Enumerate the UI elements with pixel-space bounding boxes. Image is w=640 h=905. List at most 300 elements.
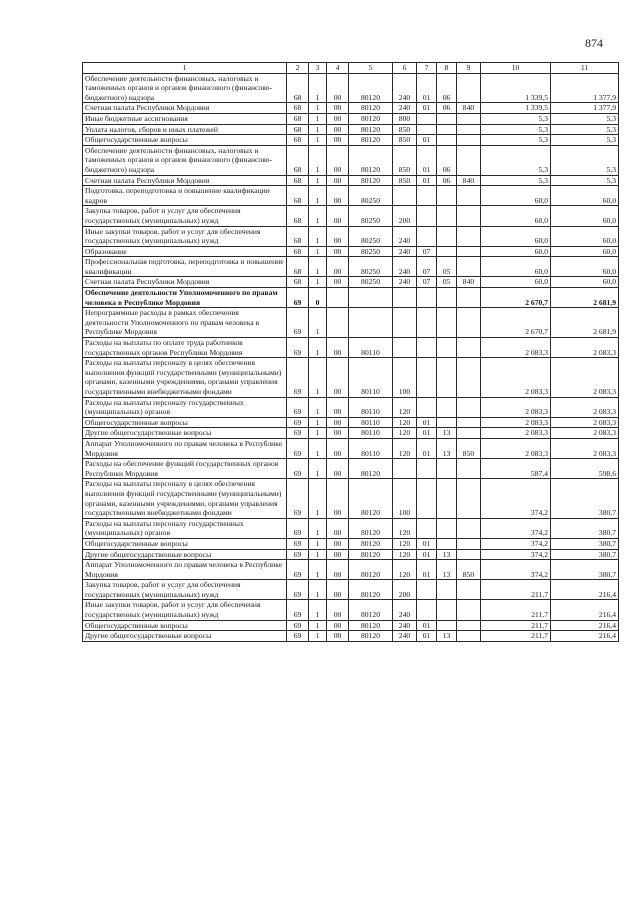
code-cell-6: 120	[393, 538, 417, 549]
table-row	[83, 338, 619, 358]
table-row	[83, 518, 619, 538]
code-cell-9	[457, 124, 481, 135]
code-cell-7	[417, 288, 437, 308]
amount-cell-10: 2 083,3	[481, 397, 551, 417]
code-cell-8: 13	[437, 560, 457, 580]
code-cell-3: 1	[309, 246, 327, 257]
code-cell-8	[437, 538, 457, 549]
code-cell-8	[437, 135, 457, 146]
code-cell-2: 69	[287, 308, 309, 338]
code-cell-3: 1	[309, 277, 327, 288]
code-cell-8: 13	[437, 428, 457, 439]
code-cell-9: 840	[457, 175, 481, 186]
code-cell-7: 01	[417, 175, 437, 186]
code-cell-7	[417, 459, 437, 479]
code-cell-5: 80110	[349, 417, 393, 428]
row-name-cell: Общегосударственные вопросы	[83, 538, 287, 549]
table-row	[83, 438, 619, 458]
row-name-cell: Общегосударственные вопросы	[83, 417, 287, 428]
table-row	[83, 479, 619, 518]
amount-cell-10: 211,7	[481, 600, 551, 620]
amount-cell-10: 374,2	[481, 518, 551, 538]
amount-cell-10: 374,2	[481, 549, 551, 560]
code-cell-5: 80120	[349, 113, 393, 124]
code-cell-5: 80250	[349, 206, 393, 226]
code-cell-4: 00	[327, 338, 349, 358]
code-cell-8	[437, 308, 457, 338]
table-row	[83, 397, 619, 417]
code-cell-9	[457, 397, 481, 417]
amount-cell-10: 60,0	[481, 277, 551, 288]
code-cell-7	[417, 600, 437, 620]
amount-cell-10: 60,0	[481, 246, 551, 257]
table-row	[83, 308, 619, 338]
code-cell-4: 00	[327, 417, 349, 428]
amount-cell-11: 380,7	[551, 479, 619, 518]
table-row	[83, 124, 619, 135]
code-cell-6: 100	[393, 479, 417, 518]
code-cell-6: 240	[393, 277, 417, 288]
row-name-cell: Образование	[83, 246, 287, 257]
code-cell-6: 240	[393, 73, 417, 103]
code-cell-9: 840	[457, 103, 481, 114]
row-name-cell: Подготовка, переподготовка и повышение квалификации кадров	[83, 186, 287, 206]
code-cell-5: 80250	[349, 186, 393, 206]
table-row	[83, 538, 619, 549]
code-cell-5: 80250	[349, 277, 393, 288]
row-name-cell: Иные закупки товаров, работ и услуг для обеспечения государственных (муниципальных) нужд	[83, 600, 287, 620]
row-name-cell: Другие общегосударственные вопросы	[83, 631, 287, 642]
code-cell-9: 850	[457, 560, 481, 580]
column-header: 9	[457, 63, 481, 74]
amount-cell-10: 5,3	[481, 175, 551, 186]
row-name-cell: Обеспечение деятельности Уполномоченного по правам человека в Республике Мордовия	[83, 288, 287, 308]
code-cell-9	[457, 73, 481, 103]
code-cell-3: 1	[309, 620, 327, 631]
amount-cell-10: 60,0	[481, 257, 551, 277]
amount-cell-11: 60,0	[551, 277, 619, 288]
code-cell-5: 80120	[349, 631, 393, 642]
code-cell-3: 1	[309, 560, 327, 580]
code-cell-2: 69	[287, 549, 309, 560]
code-cell-8	[437, 620, 457, 631]
code-cell-7: 01	[417, 631, 437, 642]
code-cell-7	[417, 518, 437, 538]
code-cell-5: 80120	[349, 620, 393, 631]
code-cell-8: 06	[437, 145, 457, 175]
code-cell-2: 69	[287, 620, 309, 631]
code-cell-8	[437, 113, 457, 124]
amount-cell-10: 211,7	[481, 631, 551, 642]
code-cell-6: 240	[393, 631, 417, 642]
code-cell-7: 01	[417, 560, 437, 580]
code-cell-2: 69	[287, 438, 309, 458]
amount-cell-10: 5,3	[481, 113, 551, 124]
code-cell-9	[457, 226, 481, 246]
amount-cell-10: 211,7	[481, 620, 551, 631]
code-cell-3: 1	[309, 580, 327, 600]
row-name-cell: Иные бюджетные ассигнования	[83, 113, 287, 124]
amount-cell-11: 2 083,3	[551, 338, 619, 358]
code-cell-9	[457, 417, 481, 428]
code-cell-5: 80120	[349, 560, 393, 580]
code-cell-2: 69	[287, 288, 309, 308]
table-row	[83, 135, 619, 146]
code-cell-3: 1	[309, 124, 327, 135]
amount-cell-10: 60,0	[481, 226, 551, 246]
code-cell-4: 00	[327, 428, 349, 439]
table-row	[83, 600, 619, 620]
amount-cell-10: 374,2	[481, 479, 551, 518]
amount-cell-11: 2 083,3	[551, 417, 619, 428]
amount-cell-10: 2 083,3	[481, 338, 551, 358]
row-name-cell: Другие общегосударственные вопросы	[83, 428, 287, 439]
code-cell-4: 00	[327, 459, 349, 479]
code-cell-3: 1	[309, 206, 327, 226]
code-cell-4: 00	[327, 358, 349, 397]
table-row	[83, 631, 619, 642]
amount-cell-11: 216,4	[551, 580, 619, 600]
code-cell-6: 120	[393, 417, 417, 428]
table-row	[83, 103, 619, 114]
code-cell-6: 120	[393, 428, 417, 439]
code-cell-8	[437, 206, 457, 226]
code-cell-7	[417, 226, 437, 246]
row-name-cell: Аппарат Уполномоченного по правам человека в Республике Мордовия	[83, 438, 287, 458]
code-cell-9	[457, 246, 481, 257]
code-cell-9	[457, 145, 481, 175]
code-cell-7: 01	[417, 438, 437, 458]
code-cell-7	[417, 124, 437, 135]
code-cell-7	[417, 308, 437, 338]
code-cell-7: 01	[417, 145, 437, 175]
code-cell-8	[437, 518, 457, 538]
code-cell-8: 06	[437, 73, 457, 103]
code-cell-3: 1	[309, 428, 327, 439]
code-cell-2: 68	[287, 186, 309, 206]
row-name-cell: Расходы на выплаты по оплате труда работников государственных органов Республики Мордовия	[83, 338, 287, 358]
code-cell-7: 01	[417, 428, 437, 439]
code-cell-4: 00	[327, 438, 349, 458]
row-name-cell: Счетная палата Республики Мордовия	[83, 277, 287, 288]
code-cell-2: 69	[287, 338, 309, 358]
amount-cell-10: 2 083,3	[481, 358, 551, 397]
code-cell-6: 800	[393, 113, 417, 124]
code-cell-3: 1	[309, 103, 327, 114]
code-cell-7	[417, 186, 437, 206]
row-name-cell: Счетная палата Республики Мордовия	[83, 175, 287, 186]
code-cell-9	[457, 600, 481, 620]
code-cell-4	[327, 288, 349, 308]
amount-cell-11: 60,0	[551, 257, 619, 277]
code-cell-2: 69	[287, 358, 309, 397]
code-cell-4: 00	[327, 113, 349, 124]
amount-cell-11: 2 681,9	[551, 308, 619, 338]
row-name-cell: Закупка товаров, работ и услуг для обеспечения государственных (муниципальных) нужд	[83, 206, 287, 226]
code-cell-5: 80120	[349, 600, 393, 620]
code-cell-5: 80250	[349, 246, 393, 257]
code-cell-3: 1	[309, 631, 327, 642]
code-cell-3: 1	[309, 113, 327, 124]
table-row	[83, 113, 619, 124]
amount-cell-10: 2 670,7	[481, 308, 551, 338]
code-cell-6	[393, 288, 417, 308]
code-cell-3: 1	[309, 459, 327, 479]
code-cell-2: 68	[287, 257, 309, 277]
amount-cell-11: 216,4	[551, 600, 619, 620]
code-cell-6: 200	[393, 580, 417, 600]
code-cell-6: 240	[393, 103, 417, 114]
code-cell-3: 1	[309, 308, 327, 338]
code-cell-9	[457, 518, 481, 538]
amount-cell-11: 5,3	[551, 113, 619, 124]
code-cell-5	[349, 308, 393, 338]
row-name-cell: Обеспечение деятельности финансовых, налоговых и таможенных органов и органов финансового (финансово-бюджетного) надзора	[83, 73, 287, 103]
column-number-row	[83, 63, 619, 74]
code-cell-5: 80120	[349, 580, 393, 600]
code-cell-4: 00	[327, 397, 349, 417]
amount-cell-10: 5,3	[481, 135, 551, 146]
code-cell-6: 240	[393, 257, 417, 277]
code-cell-7: 07	[417, 257, 437, 277]
code-cell-5: 80110	[349, 358, 393, 397]
code-cell-8	[437, 479, 457, 518]
code-cell-8	[437, 338, 457, 358]
code-cell-5: 80120	[349, 459, 393, 479]
table-row	[83, 257, 619, 277]
code-cell-5: 80120	[349, 175, 393, 186]
amount-cell-10: 60,0	[481, 206, 551, 226]
row-name-cell: Профессиональная подготовка, переподготовка и повышение квалификации	[83, 257, 287, 277]
row-name-cell: Расходы на выплаты персоналу в целях обеспечения выполнения функций государственными (муниципальными) органами, казенными учреждениями, органами управления государственными внебюджетными фондами	[83, 358, 287, 397]
table-body	[83, 63, 619, 642]
table-row	[83, 620, 619, 631]
amount-cell-10: 2 670,7	[481, 288, 551, 308]
code-cell-4: 00	[327, 479, 349, 518]
code-cell-7	[417, 580, 437, 600]
code-cell-8	[437, 226, 457, 246]
code-cell-2: 68	[287, 103, 309, 114]
code-cell-2: 69	[287, 580, 309, 600]
code-cell-5: 80250	[349, 226, 393, 246]
code-cell-9	[457, 206, 481, 226]
code-cell-5: 80120	[349, 538, 393, 549]
code-cell-4	[327, 308, 349, 338]
code-cell-5: 80120	[349, 135, 393, 146]
code-cell-4: 00	[327, 257, 349, 277]
code-cell-2: 69	[287, 600, 309, 620]
code-cell-9	[457, 186, 481, 206]
column-header: 11	[551, 63, 619, 74]
code-cell-5: 80120	[349, 518, 393, 538]
code-cell-9	[457, 257, 481, 277]
code-cell-5: 80110	[349, 397, 393, 417]
row-name-cell: Общегосударственные вопросы	[83, 135, 287, 146]
code-cell-3: 1	[309, 438, 327, 458]
code-cell-2: 68	[287, 175, 309, 186]
code-cell-7	[417, 479, 437, 518]
code-cell-4: 00	[327, 549, 349, 560]
code-cell-2: 69	[287, 428, 309, 439]
code-cell-4: 00	[327, 226, 349, 246]
code-cell-5: 80120	[349, 124, 393, 135]
code-cell-8	[437, 124, 457, 135]
code-cell-4: 00	[327, 135, 349, 146]
code-cell-8	[437, 246, 457, 257]
code-cell-6: 240	[393, 620, 417, 631]
code-cell-3: 1	[309, 600, 327, 620]
code-cell-2: 69	[287, 459, 309, 479]
page-number: 874	[585, 36, 603, 50]
table-row	[83, 459, 619, 479]
table-row	[83, 73, 619, 103]
code-cell-5: 80110	[349, 428, 393, 439]
table-row	[83, 277, 619, 288]
amount-cell-10: 587,4	[481, 459, 551, 479]
table-row	[83, 288, 619, 308]
code-cell-9	[457, 620, 481, 631]
code-cell-6: 850	[393, 124, 417, 135]
code-cell-6: 850	[393, 145, 417, 175]
code-cell-2: 68	[287, 135, 309, 146]
code-cell-8: 13	[437, 631, 457, 642]
code-cell-8: 13	[437, 549, 457, 560]
row-name-cell: Иные закупки товаров, работ и услуг для обеспечения государственных (муниципальных) нужд	[83, 226, 287, 246]
table-row	[83, 560, 619, 580]
code-cell-7: 01	[417, 417, 437, 428]
code-cell-9	[457, 135, 481, 146]
amount-cell-11: 5,3	[551, 135, 619, 146]
code-cell-2: 68	[287, 277, 309, 288]
column-header: 8	[437, 63, 457, 74]
code-cell-2: 68	[287, 206, 309, 226]
amount-cell-11: 60,0	[551, 186, 619, 206]
code-cell-9	[457, 113, 481, 124]
code-cell-8	[437, 580, 457, 600]
code-cell-3: 0	[309, 288, 327, 308]
amount-cell-11: 1 377,9	[551, 73, 619, 103]
table-row	[83, 145, 619, 175]
amount-cell-11: 216,4	[551, 620, 619, 631]
code-cell-7	[417, 338, 437, 358]
code-cell-3: 1	[309, 358, 327, 397]
code-cell-5: 80110	[349, 338, 393, 358]
code-cell-2: 68	[287, 226, 309, 246]
code-cell-5: 80120	[349, 145, 393, 175]
amount-cell-10: 211,7	[481, 580, 551, 600]
table-row	[83, 186, 619, 206]
code-cell-8: 13	[437, 438, 457, 458]
code-cell-9	[457, 338, 481, 358]
amount-cell-11: 380,7	[551, 518, 619, 538]
code-cell-6: 100	[393, 358, 417, 397]
code-cell-7	[417, 397, 437, 417]
code-cell-9: 840	[457, 277, 481, 288]
row-name-cell: Непрограммные расходы в рамках обеспечения деятельности Уполномоченного по правам человека в Республике Мордовия	[83, 308, 287, 338]
code-cell-2: 69	[287, 560, 309, 580]
code-cell-2: 69	[287, 417, 309, 428]
amount-cell-11: 2 083,3	[551, 358, 619, 397]
row-name-cell: Расходы на выплаты персоналу государственных (муниципальных) органов	[83, 518, 287, 538]
table-row	[83, 175, 619, 186]
amount-cell-11: 216,4	[551, 631, 619, 642]
row-name-cell: Закупка товаров, работ и услуг для обеспечения государственных (муниципальных) нужд	[83, 580, 287, 600]
code-cell-4: 00	[327, 246, 349, 257]
code-cell-5: 80110	[349, 438, 393, 458]
amount-cell-11: 1 377,9	[551, 103, 619, 114]
code-cell-6: 120	[393, 560, 417, 580]
amount-cell-10: 374,2	[481, 538, 551, 549]
code-cell-3: 1	[309, 518, 327, 538]
code-cell-8	[437, 417, 457, 428]
table-row	[83, 226, 619, 246]
code-cell-4: 00	[327, 206, 349, 226]
code-cell-9	[457, 459, 481, 479]
code-cell-7	[417, 358, 437, 397]
code-cell-2: 68	[287, 113, 309, 124]
code-cell-5: 80120	[349, 103, 393, 114]
amount-cell-11: 2 681,9	[551, 288, 619, 308]
code-cell-9	[457, 580, 481, 600]
row-name-cell: Обеспечение деятельности финансовых, налоговых и таможенных органов и органов финансового (финансово-бюджетного) надзора	[83, 145, 287, 175]
table-row	[83, 206, 619, 226]
amount-cell-10: 1 339,5	[481, 103, 551, 114]
column-header: 2	[287, 63, 309, 74]
code-cell-8: 06	[437, 103, 457, 114]
code-cell-6	[393, 308, 417, 338]
code-cell-2: 69	[287, 631, 309, 642]
code-cell-5	[349, 288, 393, 308]
row-name-cell: Уплата налогов, сборов и иных платежей	[83, 124, 287, 135]
code-cell-7: 01	[417, 135, 437, 146]
code-cell-8	[437, 186, 457, 206]
code-cell-2: 69	[287, 518, 309, 538]
amount-cell-11: 60,0	[551, 206, 619, 226]
code-cell-7	[417, 113, 437, 124]
code-cell-3: 1	[309, 257, 327, 277]
code-cell-4: 00	[327, 103, 349, 114]
code-cell-9	[457, 538, 481, 549]
amount-cell-10: 5,3	[481, 145, 551, 175]
code-cell-7: 01	[417, 73, 437, 103]
code-cell-5: 80250	[349, 257, 393, 277]
column-header: 5	[349, 63, 393, 74]
code-cell-3: 1	[309, 135, 327, 146]
code-cell-9: 850	[457, 438, 481, 458]
table-row	[83, 246, 619, 257]
code-cell-3: 1	[309, 338, 327, 358]
code-cell-4: 00	[327, 620, 349, 631]
table-row	[83, 358, 619, 397]
row-name-cell: Другие общегосударственные вопросы	[83, 549, 287, 560]
amount-cell-10: 1 339,5	[481, 73, 551, 103]
code-cell-6: 120	[393, 518, 417, 538]
code-cell-6: 240	[393, 246, 417, 257]
code-cell-8: 05	[437, 257, 457, 277]
table-row	[83, 580, 619, 600]
code-cell-6	[393, 459, 417, 479]
code-cell-3: 1	[309, 73, 327, 103]
code-cell-4: 00	[327, 538, 349, 549]
amount-cell-11: 380,7	[551, 549, 619, 560]
code-cell-5: 80120	[349, 549, 393, 560]
code-cell-2: 69	[287, 479, 309, 518]
code-cell-6: 240	[393, 600, 417, 620]
code-cell-8	[437, 397, 457, 417]
code-cell-3: 1	[309, 549, 327, 560]
amount-cell-11: 60,0	[551, 246, 619, 257]
amount-cell-11: 380,7	[551, 560, 619, 580]
